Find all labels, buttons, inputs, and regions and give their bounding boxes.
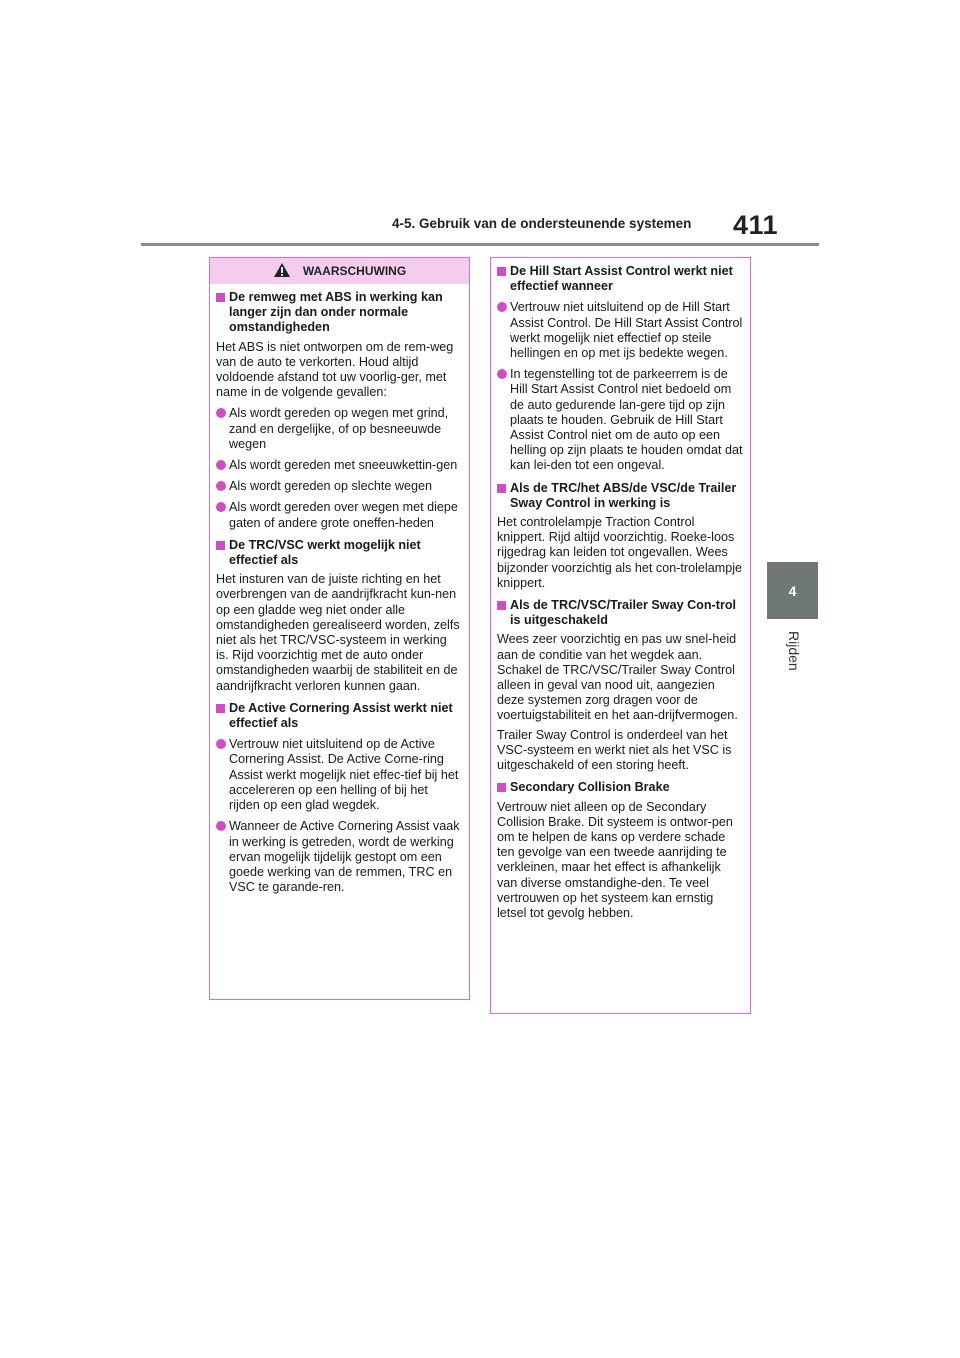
warning-heading — [216, 701, 462, 731]
chapter-label: Rijden — [786, 631, 802, 671]
heading-text: De TRC/VSC werkt mogelijk niet effectief als — [229, 537, 421, 568]
warning-triangle-icon — [273, 262, 291, 281]
paragraph-text: Het insturen van de juiste richting en het overbrengen van de aandrijfkracht kun-nen op een gladde weg niet onder alle omstandigheden gerealiseerd worden, zelfs niet als het TRC/VSC-systeem in werking is. Rijd voorzichtig met de auto onder omstandigheden waarbij de stabiliteit en de aandrijfkracht verloren kunnen gaan. — [216, 572, 460, 693]
bullet-item — [216, 737, 462, 813]
round-bullet-icon — [216, 502, 226, 512]
bullet-item — [497, 300, 743, 361]
round-bullet-icon — [216, 481, 226, 491]
bullet-item — [497, 367, 743, 473]
warning-heading — [216, 290, 462, 336]
bullet-item — [216, 819, 462, 895]
paragraph-text: Het controlelampje Traction Control knippert. Rijd altijd voorzichtig. Roeke-loos rijgedrag kan leiden tot ongevallen. Wees bijzonder voorzichtig als het con-trolelampje knippert. — [497, 515, 743, 590]
round-bullet-icon — [216, 739, 226, 749]
paragraph-text: Wees zeer voorzichtig en pas uw snel-heid aan de conditie van het wegdek aan. Schakel de TRC/VSC/Trailer Sway Control alleen in geval van nood uit, aangezien deze systemen zorg dragen voor de voertuigstabiliteit en het aan-drijfvermogen. — [497, 632, 738, 723]
heading-text: Als de TRC/het ABS/de VSC/de Trailer Sway Control in werking is — [510, 480, 737, 510]
bullet-text: Vertrouw niet uitsluitend op de Hill Start Assist Control. De Hill Start Assist Control werkt mogelijk niet effectief op steile hellingen en op met ijs bedekte wegen. — [510, 300, 743, 361]
bullet-text: Als wordt gereden op slechte wegen — [229, 479, 433, 494]
paragraph — [216, 340, 462, 401]
round-bullet-icon — [216, 460, 226, 470]
warning-heading — [497, 598, 743, 628]
square-bullet-icon — [216, 704, 225, 713]
warning-heading — [216, 538, 462, 568]
page-number: 411 — [733, 210, 779, 240]
paragraph — [497, 515, 743, 591]
section-title: 4-5. Gebruik van de ondersteunende systemen — [392, 216, 692, 231]
bullet-text: In tegenstelling tot de parkeerrem is de Hill Start Assist Control niet bedoeld om de auto gedurende lan-gere tijd op zijn plaats te houden. Gebruik de Hill Start Assist Control niet om de auto op een helling op zijn plaats te houden omdat dat kan lei-den tot een ongeval. — [510, 367, 743, 473]
paragraph-text: Het ABS is niet ontworpen om de rem-weg van de auto te verkorten. Houd altijd voldoende afstand tot uw voorlig-ger, met name in de volgende gevallen: — [216, 339, 454, 400]
paragraph — [497, 632, 743, 723]
square-bullet-icon — [497, 484, 506, 493]
heading-text: De Active Cornering Assist werkt niet effectief als — [229, 700, 453, 731]
square-bullet-icon — [497, 783, 506, 792]
bullet-item — [216, 500, 462, 530]
warning-content — [210, 284, 469, 909]
warning-content-continued — [491, 258, 750, 933]
square-bullet-icon — [216, 293, 225, 302]
heading-text: De Hill Start Assist Control werkt niet effectief wanneer — [510, 264, 733, 294]
paragraph — [216, 572, 462, 694]
round-bullet-icon — [497, 369, 507, 379]
round-bullet-icon — [497, 302, 507, 312]
warning-heading — [497, 780, 743, 795]
header-divider — [141, 243, 819, 246]
bullet-text: Vertrouw niet uitsluitend op de Active Cornering Assist. De Active Corne-ring Assist werkt mogelijk niet effec-tief bij het accelereren op een helling of bij het rijden op een glad wegdek. — [229, 737, 459, 813]
warning-title: WAARSCHUWING — [302, 264, 407, 278]
square-bullet-icon — [497, 601, 506, 610]
heading-text: De remweg met ABS in werking kan langer zijn dan onder normale omstandigheden — [229, 290, 443, 335]
square-bullet-icon — [216, 541, 225, 550]
paragraph-text: Trailer Sway Control is onderdeel van het VSC-systeem en werkt niet als het VSC is uitgeschakeld of een storing heeft. — [497, 727, 732, 773]
bullet-item — [216, 458, 462, 473]
paragraph — [497, 728, 743, 774]
round-bullet-icon — [216, 408, 226, 418]
warning-header — [210, 258, 469, 284]
bullet-text: Als wordt gereden over wegen met diepe gaten of andere grote oneffen-heden — [229, 500, 458, 530]
chapter-tab: 4 — [767, 562, 818, 619]
bullet-item — [216, 406, 462, 452]
square-bullet-icon — [497, 267, 506, 276]
warning-heading — [497, 264, 743, 294]
bullet-text: Als wordt gereden met sneeuwkettin-gen — [229, 458, 458, 473]
bullet-text: Wanneer de Active Cornering Assist vaak in werking is getreden, wordt de werking ervan mogelijk tijdelijk gestopt om een goede werking van de remmen, TRC en VSC te garande-ren. — [229, 819, 460, 895]
heading-text: Secondary Collision Brake — [510, 780, 670, 795]
bullet-item — [216, 479, 462, 494]
paragraph-text: Vertrouw niet alleen op de Secondary Collision Brake. Dit systeem is ontwor-pen om te helpen de kans op verdere schade ten gevolge van een tweede aanrijding te verkleinen, maar het effect is afhankelijk van diverse omstandighe-den. Te veel vertrouwen op het systeem kan ernstig letsel tot gevolg hebben. — [497, 799, 733, 920]
warning-heading — [497, 481, 743, 511]
round-bullet-icon — [216, 821, 226, 831]
bullet-text: Als wordt gereden op wegen met grind, zand en dergelijke, of op besneeuwde wegen — [229, 406, 449, 451]
heading-text: Als de TRC/VSC/Trailer Sway Con-trol is uitgeschakeld — [510, 598, 737, 628]
warning-box-right — [490, 257, 751, 1014]
warning-box-left — [209, 257, 470, 1000]
paragraph — [497, 800, 743, 922]
